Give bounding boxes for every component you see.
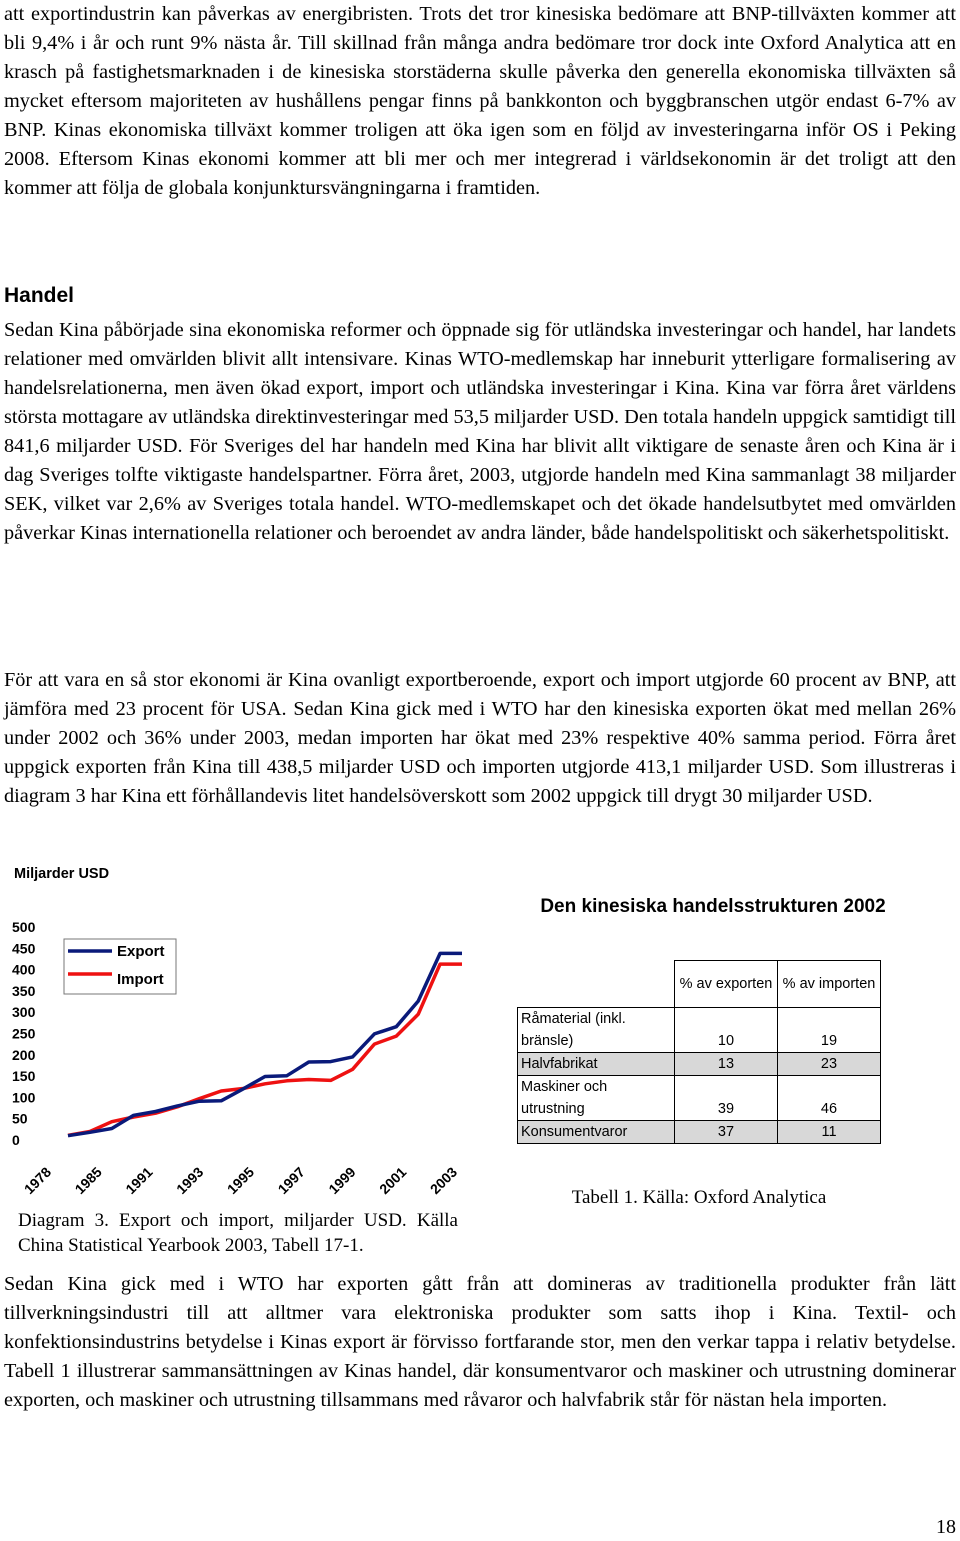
x-tick-label: 1993 xyxy=(173,1163,207,1198)
table-title: Den kinesiska handelsstrukturen 2002 xyxy=(540,896,886,917)
table-row xyxy=(518,1053,881,1076)
table-cell-import: 46 xyxy=(778,1076,881,1121)
x-tick-label: 1995 xyxy=(223,1163,258,1198)
x-tick-label: 1985 xyxy=(71,1163,105,1198)
y-tick-label: 150 xyxy=(12,1068,36,1085)
table-cell-export: 10 xyxy=(675,1008,778,1053)
x-tick-label: 2001 xyxy=(376,1163,410,1198)
y-tick-label: 250 xyxy=(12,1025,36,1042)
y-tick-label: 0 xyxy=(12,1132,20,1148)
y-tick-label: 450 xyxy=(12,940,36,957)
table-cell-import: 11 xyxy=(778,1121,881,1144)
y-tick-label: 200 xyxy=(12,1046,36,1063)
export-import-line-chart xyxy=(0,860,480,1200)
y-tick-label: 350 xyxy=(12,982,36,999)
y-tick-label: 50 xyxy=(12,1110,28,1127)
x-tick-label: 1999 xyxy=(325,1163,359,1198)
page-number: 18 xyxy=(936,1516,956,1538)
y-tick-label: 500 xyxy=(12,919,36,935)
table-row xyxy=(518,1121,881,1144)
table-header-import: % av importen xyxy=(778,961,881,1008)
table-cell-export: 37 xyxy=(675,1121,778,1144)
y-tick-label: 100 xyxy=(12,1089,36,1106)
table-cell-category: Maskiner och utrustning xyxy=(518,1076,675,1121)
chart-legend xyxy=(64,939,176,994)
table-header-empty xyxy=(518,961,675,1008)
paragraph-export-composition: Sedan Kina gick med i WTO har exporten gått från att domineras av traditionella produkter från lätt tillverkningsindustri till att alltmer vara elektroniska produkter som satts ihop i Kina. Textil- och konfektionsindustrins betydelse i Kinas export är förvisso fortfarande stor, men den verkar tappa i relativ betydelse. Tabell 1 illustrerar sammansättningen av Kinas handel, där konsumentvaror och maskiner och utrustning dominerar exporten, och maskiner och utrustning tillsammans med råvaror och halvfabrik står för nästan hela importen. xyxy=(4,1273,956,1411)
table-header-row xyxy=(518,961,881,1008)
chart-x-ticks xyxy=(21,1164,460,1197)
table-cell-import: 19 xyxy=(778,1008,881,1053)
x-tick-label: 2003 xyxy=(426,1163,461,1198)
table-cell-export: 13 xyxy=(675,1053,778,1076)
x-tick-label: 1978 xyxy=(20,1163,55,1198)
table-cell-category: Konsumentvaror xyxy=(518,1121,675,1144)
x-tick-label: 1997 xyxy=(274,1163,308,1198)
table-caption: Tabell 1. Källa: Oxford Analytica xyxy=(571,1187,827,1208)
trade-structure-table xyxy=(517,960,881,1144)
table-cell-category: Råmaterial (inkl. bränsle) xyxy=(518,1008,675,1053)
paragraph-intro: att exportindustrin kan påverkas av energibristen. Trots det tror kinesiska bedömare att BNP-tillväxten kommer att bli 9,4% i år och runt 9% nästa år. Till skillnad från många andra bedömare tror dock inte Oxford Analytica att en krasch på fastighetsmarknaden i de kinesiska storstäderna skulle påverka den generella ekonomiska tillväxten så mycket eftersom majoriteten av hushållens pengar finns på bankkonton och byggbranschen utgör endast 6-7% av BNP. Kinas ekonomiska tillväxt kommer troligen att öka igen som en följd av investeringarna inför OS i Peking 2008. Eftersom Kinas ekonomi kommer att bli mer och mer integrerad i världsekonomin är det troligt att den kommer att följa de globala konjunktursvängningarna i framtiden. xyxy=(4,3,956,199)
paragraph-handel-1: Sedan Kina påbörjade sina ekonomiska reformer och öppnade sig för utländska investeringar och handel, har landets relationer med omvärlden blivit allt intensivare. Kinas WTO-medlemskap har inneburit ytterligare formalisering av handelsrelationerna, men även ökad export, import och utländska investeringar i Kina. Kina var förra året världens största mottagare av utländska direktinvesteringar med 53,5 miljarder USD. Den totala handeln uppgick samtidigt till 841,6 miljarder USD. För Sveriges del har handeln med Kina har blivit allt viktigare de senaste åren och Kina är i dag Sveriges tolfte viktigaste handelspartner. Förra året, 2003, utgjorde handeln med Kina sammanlagt 38 miljarder SEK, vilket var 2,6% av Sveriges totala handel. WTO-medlemskapet och det ökade handelsutbytet med omvärlden påverkar Kinas internationella relationer och beroendet av andra länder, både handelspolitiskt och säkerhetspolitiskt. xyxy=(4,319,956,544)
table-cell-export: 39 xyxy=(675,1076,778,1121)
x-tick-label: 1991 xyxy=(122,1163,156,1198)
chart-y-ticks xyxy=(12,919,36,1148)
chart-y-axis-label: Miljarder USD xyxy=(14,866,110,882)
table-header-export: % av exporten xyxy=(675,961,778,1008)
paragraph-handel-2: För att vara en så stor ekonomi är Kina ovanligt exportberoende, export och import utgjorde 60 procent av BNP, att jämföra med 23 procent för USA. Sedan Kina gick med i WTO har den kinesiska exporten ökat med mellan 26% under 2002 och 36% under 2003, medan importen har ökat med 23% respektive 40% samma period. Förra året uppgick exporten från Kina till 438,5 miljarder USD och importen utgjorde 413,1 miljarder USD. Som illustreras i diagram 3 har Kina ett förhållandevis litet handelsöverskott som 2002 uppgick till drygt 30 miljarder USD. xyxy=(4,669,956,807)
table-cell-import: 23 xyxy=(778,1053,881,1076)
diagram-caption: Diagram 3. Export och import, miljarder USD. Källa China Statistical Yearbook 2003, Tabell 17-1. xyxy=(18,1210,458,1256)
y-tick-label: 300 xyxy=(12,1004,36,1021)
y-tick-label: 400 xyxy=(12,961,36,978)
table-row xyxy=(518,1076,881,1121)
table-cell-category: Halvfabrikat xyxy=(518,1053,675,1076)
legend-label-export: Export xyxy=(117,943,165,960)
legend-label-import: Import xyxy=(117,971,164,988)
section-heading-handel: Handel xyxy=(4,284,75,307)
table-row xyxy=(518,1008,881,1053)
